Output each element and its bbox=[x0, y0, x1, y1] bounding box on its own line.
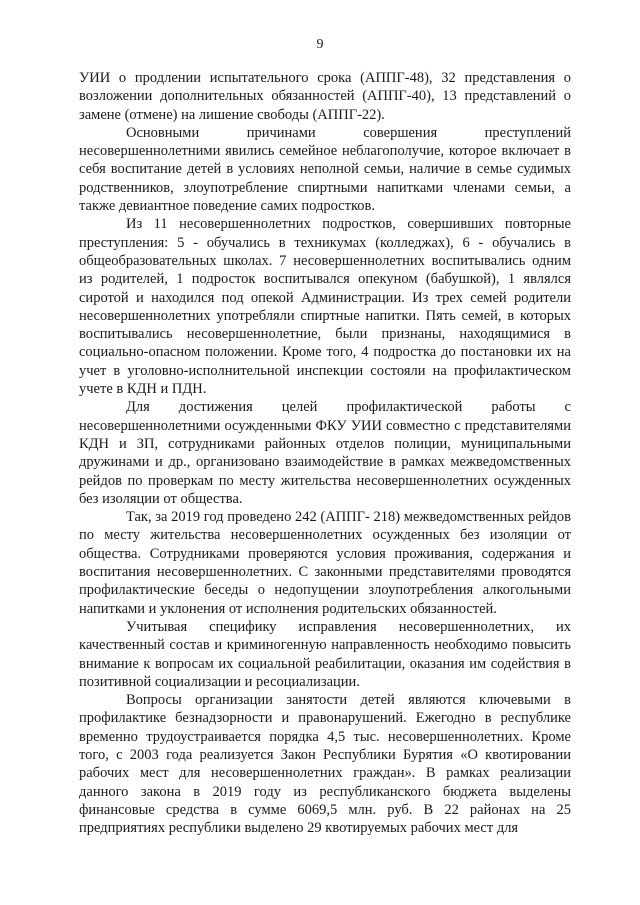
paragraph-2: Основными причинами совершения преступлений несовершеннолетними явились семейное неблагополучие, которое включает в себя воспитание детей в условиях неполной семьи, наличие в семье судимых родственников, злоупотребление спиртными напитками членами семьи, а также девиантное поведение самих подростков. bbox=[79, 124, 571, 215]
page-number: 9 bbox=[316, 37, 324, 52]
document-body bbox=[79, 69, 571, 837]
paragraph-1: УИИ о продлении испытательного срока (АППГ-48), 32 представления о возложении дополнительных обязанностей (АППГ-40), 13 представлений о замене (отмене) на лишение свободы (АППГ-22). bbox=[79, 70, 571, 123]
paragraph-5: Так, за 2019 год проведено 242 (АППГ- 218) межведомственных рейдов по месту жительства несовершеннолетних осужденных без изоляции от общества. Сотрудниками проверяются условия проживания, содержания и воспитания несовершеннолетних. С законными представителями проводятся профилактические беседы о недопущении злоупотребления алкогольными напитками и уклонения от исполнения родительских обязанностей. bbox=[79, 509, 571, 617]
paragraph-3: Из 11 несовершеннолетних подростков, совершивших повторные преступления: 5 - обучались в техникумах (колледжах), 6 - обучались в общеобразовательных школах. 7 несовершеннолетних воспитывались одним из родителей, 1 подросток воспитывался опекуном (бабушкой), 1 являлся сиротой и находился под опекой Администрации. Из трех семей родители несовершеннолетних употребляли спиртные напитки. Пять семей, в которых воспитывались несовершеннолетние, были признаны, находящимися в социально-опасном положении. Кроме того, 4 подростка до постановки их на учет в уголовно-исполнительной инспекции состояли на профилактическом учете в КДН и ПДН. bbox=[79, 216, 571, 398]
paragraph-4: Для достижения целей профилактической работы с несовершеннолетними осужденными ФКУ УИИ совместно с представителями КДН и ЗП, сотрудниками районных отделов полиции, муниципальными дружинами и др., организовано взаимодействие в рамках межведомственных рейдов по проверкам по месту жительства несовершеннолетних осужденных без изоляции от общества. bbox=[79, 399, 571, 507]
paragraph-6: Учитывая специфику исправления несовершеннолетних, их качественный состав и криминогенную направленность необходимо повысить внимание к вопросам их социальной реабилитации, оказания им содействия в позитивной социализации и ресоциализации. bbox=[79, 618, 571, 690]
paragraph-7: Вопросы организации занятости детей являются ключевыми в профилактике безнадзорности и правонарушений. Ежегодно в республике временно трудоустраивается порядка 4,5 тыс. несовершеннолетних. Кроме того, с 2003 года реализуется Закон Республики Бурятия «О квотировании рабочих мест для несовершеннолетних граждан». В рамках реализации данного закона в 2019 году из республиканского бюджета выделены финансовые средства в сумме 6069,5 млн. руб. В 22 районах на 25 предприятиях республики выделено 29 квотируемых рабочих мест для bbox=[79, 692, 571, 837]
